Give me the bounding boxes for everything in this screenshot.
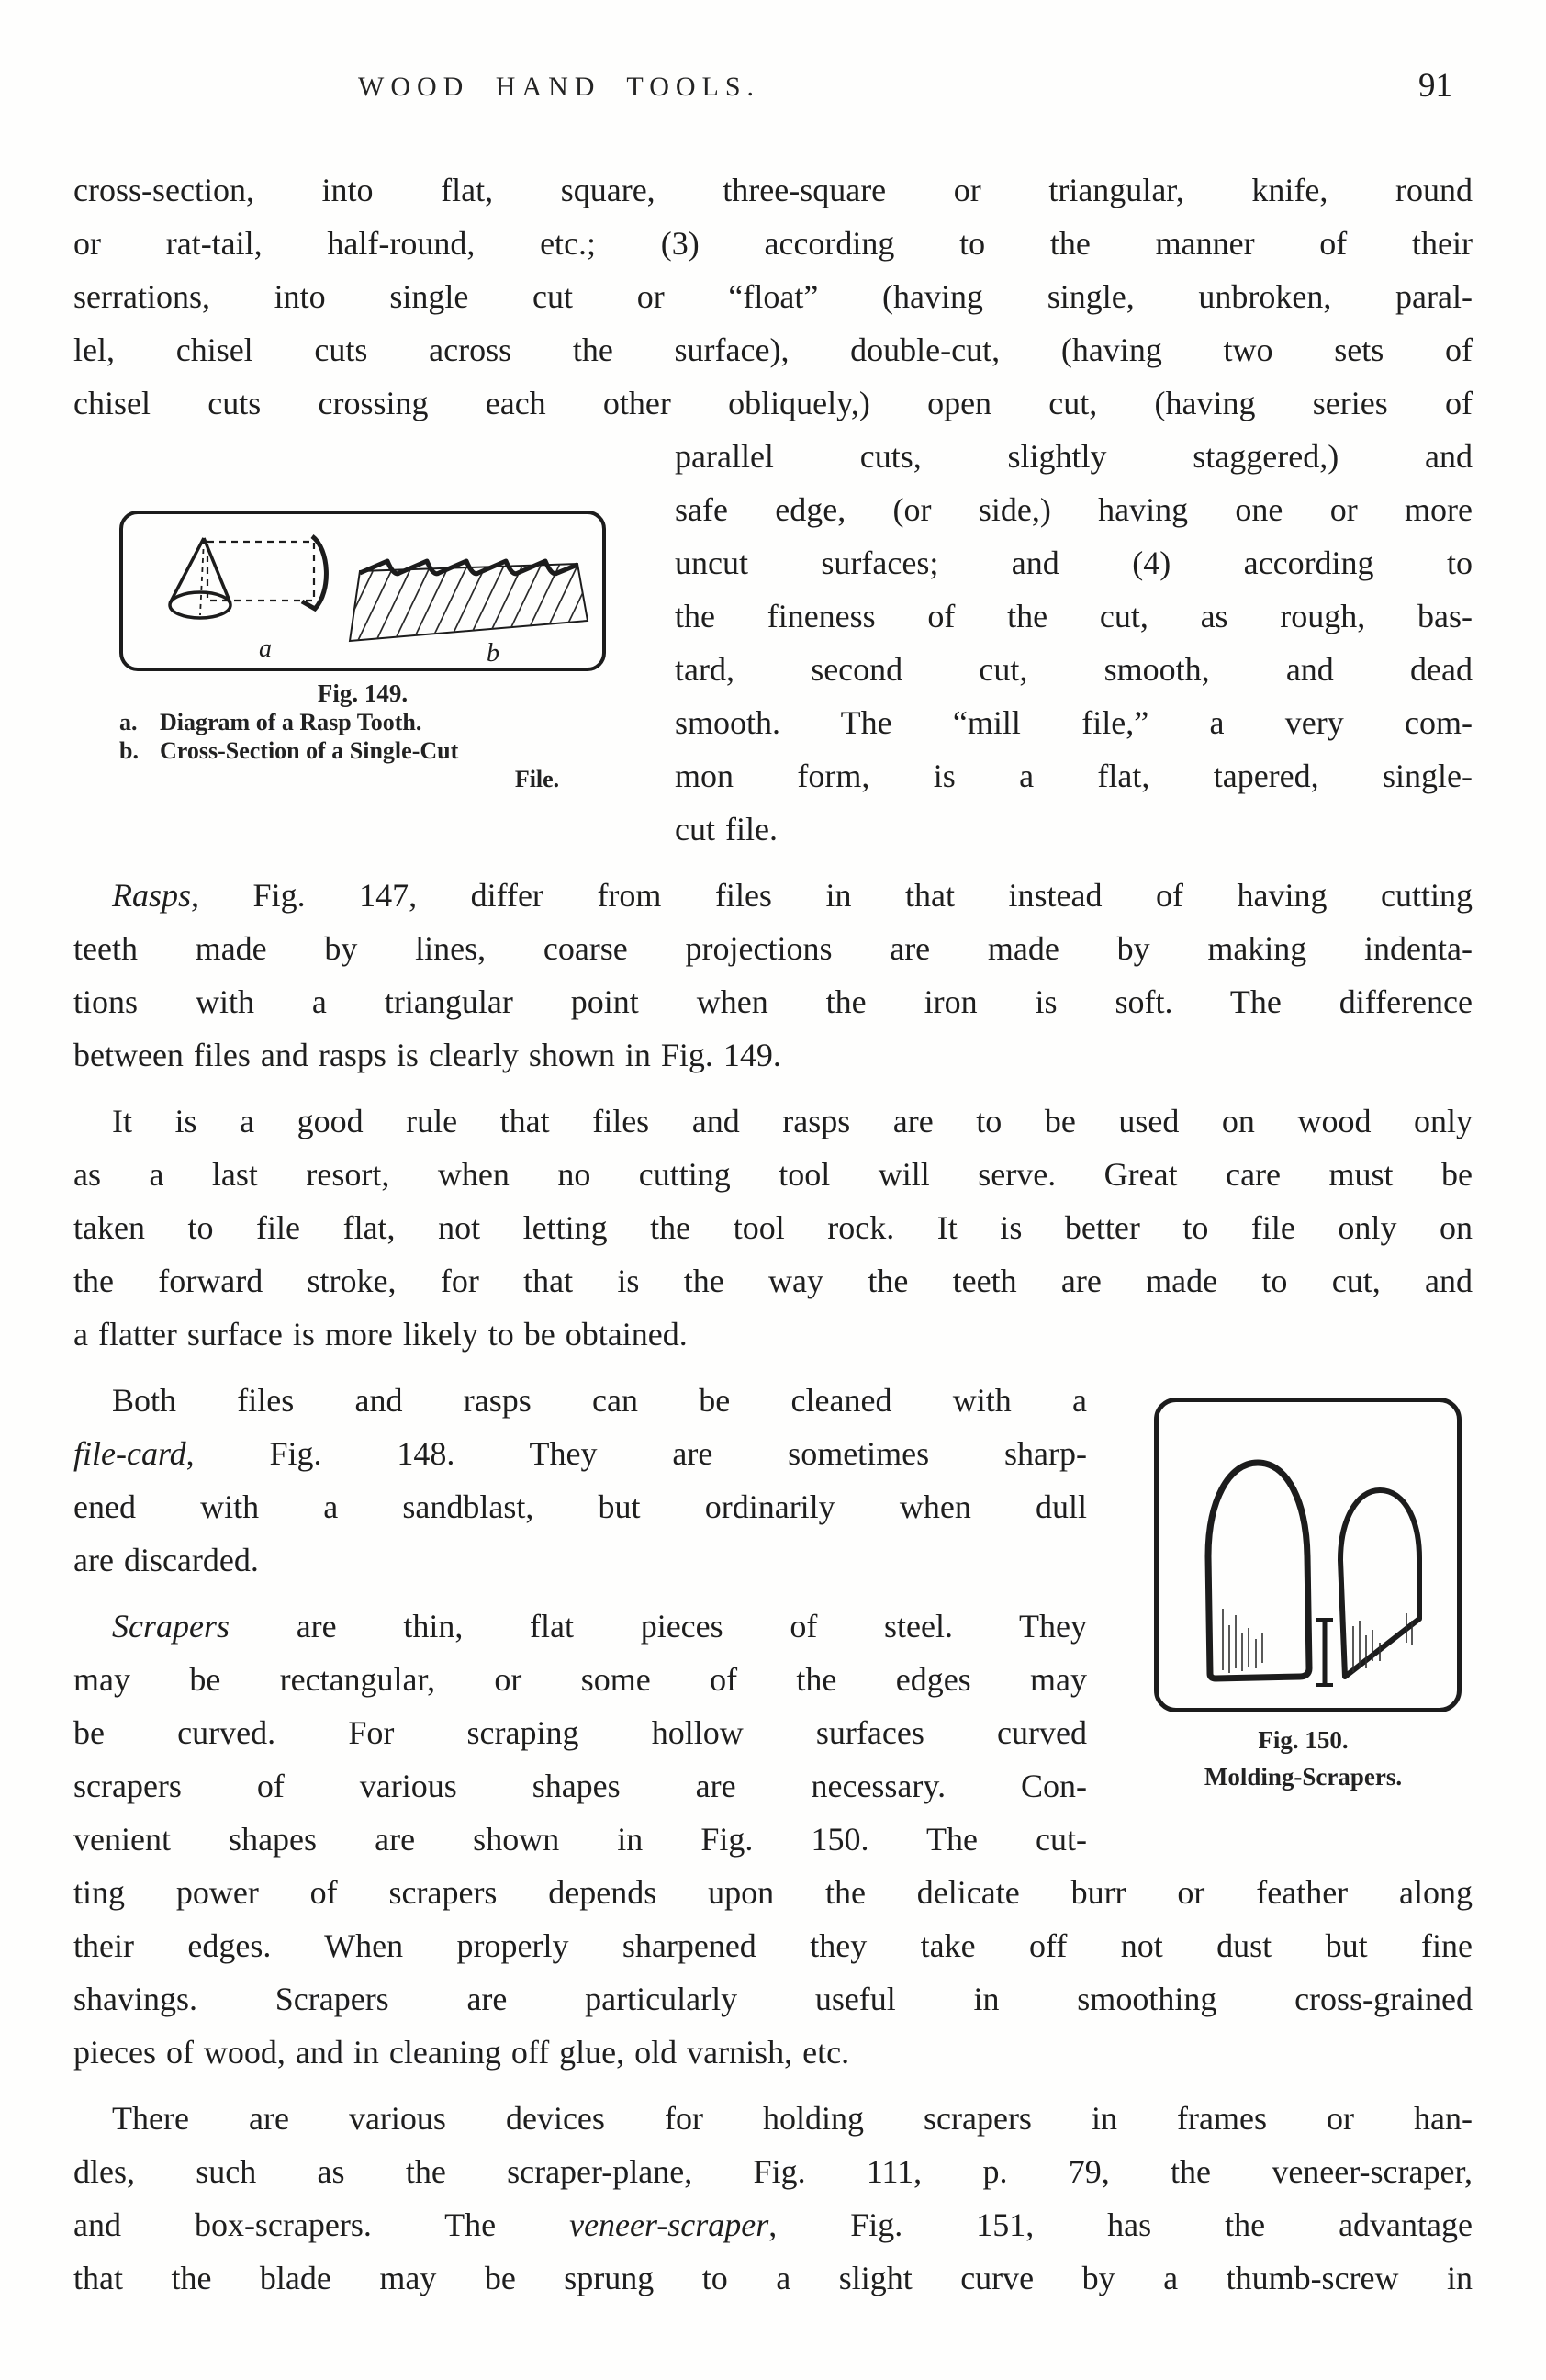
running-title: WOOD HAND TOOLS.	[358, 72, 761, 102]
text-line: teeth made by lines, coarse projections are made by making indenta-	[73, 930, 1473, 967]
text-line: are discarded.	[73, 1542, 259, 1578]
text-line: tard, second cut, smooth, and dead	[675, 651, 1473, 688]
text-line: taken to file flat, not letting the tool rock. It is better to file only on	[73, 1209, 1473, 1246]
text-line: chisel cuts crossing each other obliquely,) open cut, (having series of	[73, 385, 1473, 421]
text-line: scrapers of various shapes are necessary. Con-	[73, 1768, 1087, 1804]
label-a: a	[259, 634, 272, 663]
paragraph	[73, 1095, 1473, 1361]
text-line: or rat-tail, half-round, etc.; (3) according to the manner of their	[73, 225, 1473, 262]
italic-term: Rasps	[112, 877, 192, 914]
text-line: and box-scrapers. The veneer-scraper, Fig. 151, has the advantage	[73, 2206, 1473, 2243]
text-line: be curved. For scraping hollow surfaces curved	[73, 1714, 1087, 1751]
text-line: dles, such as the scraper-plane, Fig. 111, p. 79, the veneer-scraper,	[73, 2153, 1473, 2190]
text-line: tions with a triangular point when the iron is soft. The difference	[73, 983, 1473, 1020]
text-line: mon form, is a flat, tapered, single-	[675, 758, 1473, 794]
figure-149-caption	[119, 679, 606, 793]
figure-149-box	[119, 511, 606, 671]
text-line: serrations, into single cut or “float” (having single, unbroken, paral-	[73, 278, 1473, 315]
text-line: shavings. Scrapers are particularly useful in smoothing cross-grained	[73, 1981, 1473, 2017]
text-line: the fineness of the cut, as rough, bas-	[675, 598, 1473, 634]
text-line: uncut surfaces; and (4) according to	[675, 544, 1473, 581]
text-line: as a last resort, when no cutting tool will serve. Great care must be	[73, 1156, 1473, 1193]
text-line: smooth. The “mill file,” a very com-	[675, 704, 1473, 741]
text-line: between files and rasps is clearly shown in Fig. 149.	[73, 1037, 781, 1073]
text-line: the forward stroke, for that is the way the teeth are made to cut, and	[73, 1263, 1473, 1299]
figure-wrap-section	[73, 430, 1473, 856]
text-line: ting power of scrapers depends upon the delicate burr or feather along	[73, 1874, 1473, 1911]
caption-item-a	[119, 708, 606, 736]
label-b: b	[487, 639, 499, 668]
caption-text-a: Diagram of a Rasp Tooth.	[160, 709, 422, 735]
text-line: Rasps, Fig. 147, differ from files in that instead of having cutting	[112, 877, 1473, 914]
caption-item-b	[119, 736, 606, 765]
italic-term: Scrapers	[112, 1608, 230, 1645]
page-number: 91	[1418, 67, 1452, 105]
text-line: ened with a sandblast, but ordinarily when dull	[73, 1488, 1087, 1525]
text-line: Scrapers are thin, flat pieces of steel. They	[112, 1608, 1087, 1645]
caption-tag-a: a.	[119, 709, 138, 735]
paragraph	[73, 2092, 1473, 2305]
text-line: It is a good rule that files and rasps are to be used on wood only	[112, 1103, 1473, 1139]
rasp-tooth-and-file-drawing	[123, 514, 602, 668]
text-line: safe edge, (or side,) having one or more	[675, 491, 1473, 528]
figure-150-box	[1154, 1398, 1462, 1712]
text-line: file-card, Fig. 148. They are sometimes sharp-	[73, 1435, 1087, 1472]
text-line: their edges. When properly sharpened they take off not dust but fine	[73, 1927, 1473, 1964]
text-line: pieces of wood, and in cleaning off glue, old varnish, etc.	[73, 2034, 850, 2071]
italic-term: veneer-scraper	[569, 2206, 769, 2243]
text-line: a flatter surface is more likely to be obtained.	[73, 1316, 688, 1353]
text-line: cut file.	[675, 811, 778, 848]
figure-149	[73, 430, 675, 858]
paragraph	[73, 163, 1473, 430]
paragraph	[73, 1866, 1473, 2079]
caption-tag-b: b.	[119, 737, 139, 764]
figure-150	[1087, 1374, 1473, 1860]
text-line: lel, chisel cuts across the surface), double-cut, (having two sets of	[73, 331, 1473, 368]
figure-149-number: Fig. 149.	[317, 679, 409, 707]
italic-term: file-card	[73, 1435, 186, 1472]
figure-150-number: Fig. 150.	[1258, 1726, 1349, 1754]
text-line: cross-section, into flat, square, three-square or triangular, knife, round	[73, 172, 1473, 208]
caption-text-b: Cross-Section of a Single-Cut	[160, 737, 459, 764]
text-line: venient shapes are shown in Fig. 150. The cut-	[73, 1821, 1087, 1858]
text-line: may be rectangular, or some of the edges may	[73, 1661, 1087, 1698]
figure-150-title: Molding-Scrapers.	[1204, 1763, 1403, 1791]
text-line: that the blade may be sprung to a slight curve by a thumb-screw in	[73, 2260, 1473, 2296]
paragraph	[73, 869, 1473, 1082]
figure-150-caption	[1149, 1722, 1457, 1795]
molding-scrapers-drawing	[1159, 1402, 1457, 1708]
text-line: parallel cuts, slightly staggered,) and	[675, 438, 1473, 475]
text-line: Both files and rasps can be cleaned with a	[112, 1382, 1087, 1419]
caption-text-b-cont: File.	[514, 766, 560, 792]
text-line: There are various devices for holding scrapers in frames or han-	[112, 2100, 1473, 2137]
figure-wrap-section	[73, 1374, 1473, 1866]
page-header	[73, 64, 1473, 163]
